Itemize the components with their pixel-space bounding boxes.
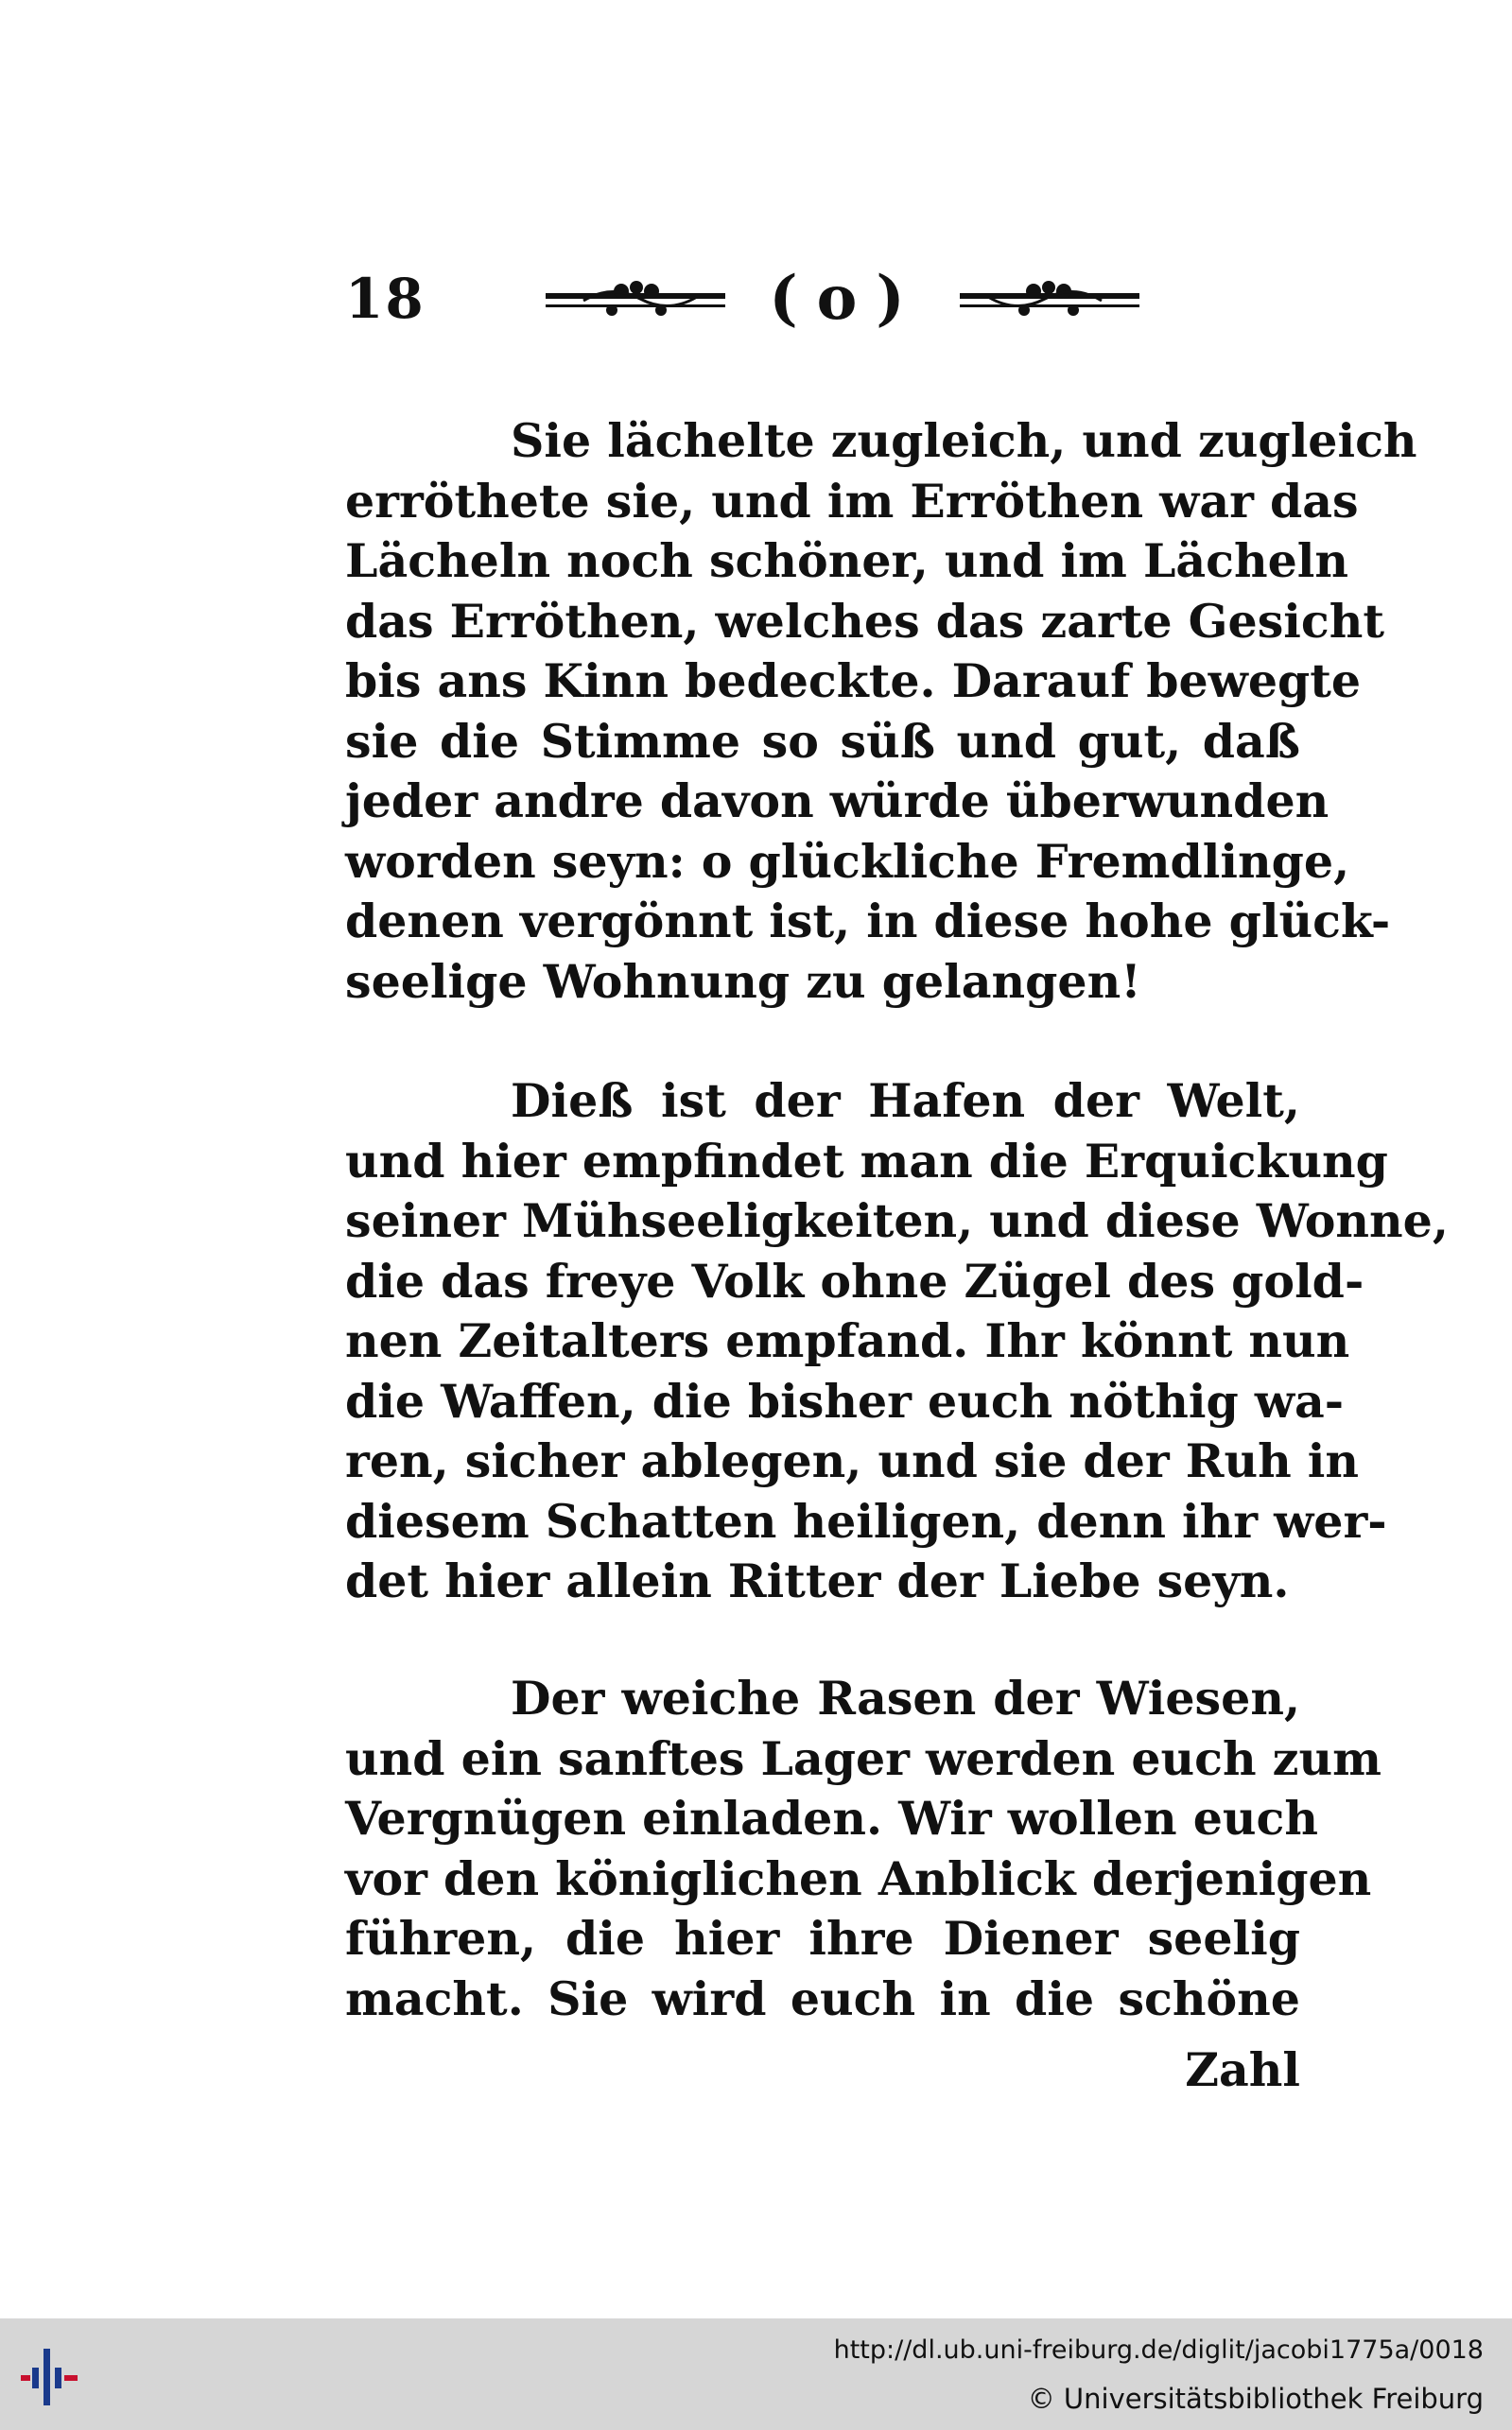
text-line: det hier allein Ritter der Liebe seyn.: [345, 1553, 1290, 1608]
catchword: Zahl: [1185, 2042, 1300, 2097]
text-line: und hier empfindet man die Erquickung: [345, 1133, 1388, 1189]
text-line: Sie lächelte zugleich, und zugleich: [511, 413, 1417, 468]
text-line: seiner Mühseeligkeiten, und diese Wonne,: [345, 1193, 1449, 1248]
text-line: Lächeln noch schöner, und im Lächeln: [345, 533, 1349, 588]
text-line: erröthete sie, und im Erröthen war das: [345, 473, 1359, 529]
text-line: worden seyn: o glückliche Fremdlinge,: [345, 833, 1350, 889]
ub-freiburg-logo-icon[interactable]: [21, 2339, 106, 2415]
left-ornament-icon: [546, 280, 725, 321]
text-line: führen, die hier ihre Diener seelig: [345, 1911, 1300, 1966]
paragraph-1: [345, 411, 1417, 1012]
footer-url-link[interactable]: http://dl.ub.uni-freiburg.de/diglit/jacobi1775a/0018: [833, 2335, 1484, 2365]
text-line: ren, sicher ablegen, und sie der Ruh in: [345, 1433, 1360, 1488]
paragraph-2: [345, 1071, 1449, 1612]
text-line: jeder andre davon würde überwunden: [345, 773, 1330, 828]
text-line: seelige Wohnung zu gelangen!: [345, 953, 1141, 1009]
text-line: Vergnügen einladen. Wir wollen euch: [345, 1791, 1318, 1846]
paragraph-3: [345, 1669, 1382, 2029]
footer-bar: [0, 2318, 1512, 2430]
text-line: sie die Stimme so süß und gut, daß: [345, 713, 1300, 769]
text-line: Der weiche Rasen der Wiesen,: [511, 1671, 1300, 1726]
text-line: die das freye Volk ohne Zügel des gold-: [345, 1253, 1364, 1309]
text-line: macht. Sie wird euch in die schöne: [345, 1970, 1300, 2026]
text-line: vor den königlichen Anblick derjenigen: [345, 1850, 1372, 1906]
text-line: und ein sanftes Lager werden euch zum: [345, 1730, 1382, 1786]
text-line: Dieß ist der Hafen der Welt,: [511, 1073, 1300, 1128]
page-number: 18: [345, 267, 426, 331]
text-line: die Waffen, die bisher euch nöthig wa-: [345, 1373, 1345, 1429]
page-header: [345, 263, 1300, 334]
text-line: denen vergönnt ist, in diese hohe glück-: [345, 894, 1391, 948]
text-line: diesem Schatten heiligen, denn ihr wer-: [345, 1493, 1387, 1549]
text-line: bis ans Kinn bedeckte. Darauf bewegte: [345, 653, 1362, 708]
text-line: nen Zeitalters empfand. Ihr könnt nun: [345, 1313, 1350, 1368]
text-line: das Erröthen, welches das zarte Gesicht: [345, 593, 1384, 649]
footer-copyright: © Universitätsbibliothek Freiburg: [1027, 2383, 1484, 2415]
running-head: (o): [769, 263, 924, 334]
right-ornament-icon: [960, 280, 1139, 321]
